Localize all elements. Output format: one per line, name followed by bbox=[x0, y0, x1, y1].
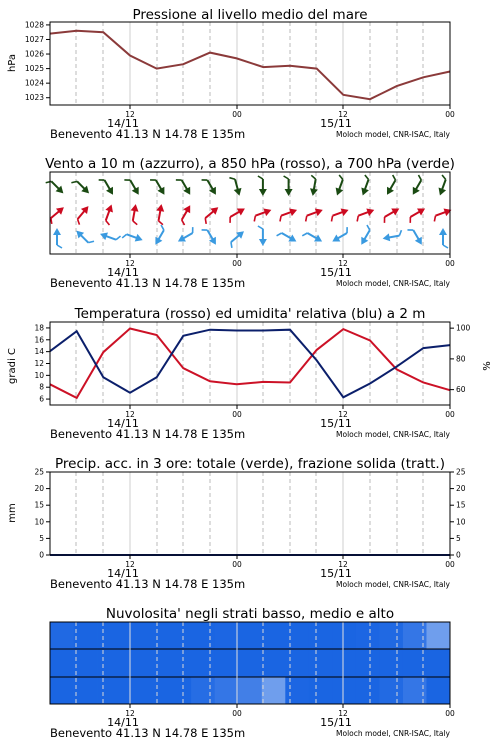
wind-arrow-barb bbox=[190, 227, 195, 233]
cloud-cell bbox=[285, 622, 309, 649]
wind-arrow-barb bbox=[150, 177, 156, 182]
x-tick-label: 12 bbox=[338, 410, 348, 419]
wind-arrow-barb bbox=[433, 216, 438, 222]
precipitation-x-ticks bbox=[50, 555, 455, 591]
date-label: 15/11 bbox=[320, 417, 352, 430]
wind-arrow-barb bbox=[330, 216, 335, 222]
cloud-cell bbox=[144, 649, 168, 677]
cloud-title: Nuvolosita' negli strati basso, medio e alto bbox=[105, 606, 395, 622]
date-label: 15/11 bbox=[320, 567, 352, 580]
wind-arrow-head bbox=[53, 228, 61, 235]
pressure-panel bbox=[7, 7, 455, 141]
wind-arrow bbox=[277, 228, 299, 246]
y-tick-label: 5 bbox=[39, 533, 44, 543]
cloud-cell bbox=[262, 649, 286, 677]
wind-arrow bbox=[151, 225, 169, 247]
x-tick-label: 12 bbox=[125, 410, 135, 419]
wind-arrow-barb bbox=[355, 216, 360, 222]
wind-arrow-head bbox=[444, 206, 453, 216]
wind-arrow-head bbox=[106, 187, 116, 197]
cloud-cell bbox=[144, 622, 168, 649]
wind-arrow-barb bbox=[116, 235, 121, 241]
date-label: 15/11 bbox=[320, 716, 352, 729]
y-tick-label: 10 bbox=[34, 517, 44, 527]
y-tick-label: 1023 bbox=[24, 93, 44, 103]
wind-arrow-head bbox=[105, 203, 115, 212]
wind-arrow bbox=[226, 205, 248, 223]
cloud-cell bbox=[285, 677, 309, 704]
wind-arrow bbox=[330, 227, 352, 245]
cloud-x-ticks bbox=[50, 704, 455, 740]
wind-arrow-barb bbox=[228, 217, 233, 223]
cloud-cell bbox=[379, 677, 403, 704]
wind-arrow bbox=[175, 227, 197, 245]
y-tick-label: 100 bbox=[456, 323, 471, 333]
wind-arrow-head bbox=[330, 235, 340, 245]
wind-arrow-barb bbox=[443, 245, 448, 248]
wind-arrow bbox=[154, 203, 166, 224]
cloud-cell bbox=[426, 677, 450, 704]
wind-arrow-barb bbox=[441, 175, 447, 180]
x-tick-label: 12 bbox=[338, 110, 348, 119]
wind-arrow-head bbox=[237, 205, 247, 215]
y-tick-label: 20 bbox=[34, 484, 44, 494]
x-tick-label: 00 bbox=[445, 709, 455, 718]
y-tick-label: 1024 bbox=[24, 78, 44, 88]
date-label: 14/11 bbox=[107, 266, 139, 279]
x-tick-label: 00 bbox=[445, 410, 455, 419]
wind-arrow bbox=[46, 176, 67, 197]
wind-arrow-barb bbox=[417, 175, 423, 180]
cloud-cell bbox=[168, 677, 192, 704]
wind-arrow bbox=[229, 175, 243, 197]
wind-arrow-barb bbox=[57, 245, 62, 248]
wind-arrow-barb bbox=[382, 217, 387, 223]
wind-arrow-head bbox=[436, 188, 446, 197]
y-tick-label: 1028 bbox=[24, 20, 44, 30]
wind-arrow-head bbox=[409, 187, 419, 197]
cloud-cell bbox=[379, 649, 403, 677]
x-tick-label: 12 bbox=[125, 709, 135, 718]
cloud-cell bbox=[215, 622, 239, 649]
x-tick-label: 12 bbox=[125, 259, 135, 268]
wind-arrow bbox=[251, 206, 273, 221]
wind-arrow-barb bbox=[277, 232, 282, 238]
y-tick-label: 15 bbox=[34, 500, 44, 510]
wind-arrow bbox=[46, 204, 67, 224]
cloud-cell bbox=[356, 649, 380, 677]
wind-arrow-barb bbox=[88, 239, 94, 245]
y-tick-label: 60 bbox=[456, 385, 466, 395]
wind-arrow bbox=[177, 203, 195, 225]
cloud-cell bbox=[74, 649, 98, 677]
credit-label: Moloch model, CNR-ISAC, Italy bbox=[336, 130, 450, 139]
wind-arrow bbox=[406, 205, 428, 223]
wind-arrow bbox=[303, 206, 325, 221]
wind-arrow-barb bbox=[158, 221, 163, 225]
x-tick-label: 00 bbox=[445, 110, 455, 119]
x-tick-label: 00 bbox=[445, 259, 455, 268]
wind-arrow bbox=[124, 175, 142, 197]
cloud-cell bbox=[121, 622, 145, 649]
wind-arrow-barb bbox=[399, 230, 403, 235]
cloud-cell bbox=[238, 622, 262, 649]
wind-arrow-head bbox=[156, 203, 165, 211]
wind-arrow-barb bbox=[391, 175, 397, 180]
cloud-panel bbox=[50, 606, 455, 740]
cloud-cell bbox=[309, 622, 333, 649]
wind-arrow-head bbox=[209, 187, 219, 197]
wind-arrow-head bbox=[341, 206, 350, 216]
wind-arrow-head bbox=[358, 237, 368, 247]
wind-arrow bbox=[74, 227, 95, 248]
humidity-y-ticks bbox=[450, 324, 471, 394]
cloud-cell bbox=[215, 677, 239, 704]
wind-arrow bbox=[284, 176, 293, 196]
cloud-cell bbox=[426, 649, 450, 677]
date-label: 14/11 bbox=[107, 716, 139, 729]
cloud-cell bbox=[121, 649, 145, 677]
cloud-cell bbox=[332, 622, 356, 649]
precipitation-grid bbox=[76, 472, 423, 555]
precipitation-panel bbox=[7, 456, 466, 591]
x-tick-label: 00 bbox=[232, 560, 242, 569]
wind-arrow-barb bbox=[253, 216, 258, 222]
wind-arrow bbox=[332, 175, 347, 197]
wind-arrow bbox=[408, 175, 426, 197]
date-label: 14/11 bbox=[107, 117, 139, 130]
wind-arrow bbox=[308, 175, 320, 196]
precipitation-title: Precip. acc. in 3 ore: totale (verde), frazione solida (tratt.) bbox=[55, 456, 445, 472]
y-tick-label: 10 bbox=[456, 517, 466, 527]
wind-arrow bbox=[150, 175, 168, 197]
cloud-cell bbox=[332, 649, 356, 677]
cloud-cell bbox=[50, 677, 74, 704]
location-label: Benevento 41.13 N 14.78 E 135m bbox=[50, 127, 246, 141]
wind-arrow-head bbox=[176, 235, 186, 245]
y-tick-label: 14 bbox=[34, 347, 44, 357]
wind-arrow-head bbox=[309, 188, 318, 196]
wind-arrow bbox=[358, 175, 373, 197]
pressure-ylabel: hPa bbox=[7, 53, 18, 73]
y-tick-label: 0 bbox=[456, 550, 461, 560]
wind-arrow-head bbox=[157, 187, 167, 197]
wind-arrow-barb bbox=[229, 242, 235, 248]
wind-arrow-head bbox=[391, 205, 401, 215]
cloud-cell bbox=[426, 622, 450, 649]
y-tick-label: 0 bbox=[39, 550, 44, 560]
cloud-cell bbox=[74, 622, 98, 649]
wind-arrow bbox=[357, 225, 375, 247]
cloud-cell bbox=[74, 677, 98, 704]
wind-arrow bbox=[258, 176, 267, 196]
y-tick-label: 1026 bbox=[24, 49, 44, 59]
wind-arrow-barb bbox=[160, 225, 166, 230]
y-tick-label: 80 bbox=[456, 354, 466, 364]
cloud-cell bbox=[97, 649, 121, 677]
y-tick-label: 1025 bbox=[24, 64, 44, 74]
cloud-heatmap-cells bbox=[50, 622, 450, 704]
cloud-cell bbox=[168, 649, 192, 677]
pressure-x-ticks bbox=[50, 105, 455, 141]
y-tick-label: 16 bbox=[34, 335, 44, 345]
wind-arrow-barb bbox=[105, 221, 111, 226]
location-label: Benevento 41.13 N 14.78 E 135m bbox=[50, 726, 246, 740]
cloud-cell bbox=[97, 622, 121, 649]
wind-arrow-barb bbox=[408, 217, 413, 223]
cloud-cell bbox=[50, 622, 74, 649]
wind-arrow-barb bbox=[302, 232, 307, 238]
y-tick-label: 12 bbox=[34, 359, 44, 368]
wind-arrow-head bbox=[415, 237, 425, 247]
wind-arrow bbox=[439, 228, 448, 248]
x-tick-label: 12 bbox=[338, 709, 348, 718]
wind-arrow-head bbox=[417, 205, 427, 215]
wind-arrow bbox=[176, 175, 194, 197]
y-tick-label: 18 bbox=[34, 323, 44, 333]
cloud-cell bbox=[238, 677, 262, 704]
x-tick-label: 00 bbox=[445, 560, 455, 569]
wind-arrow-head bbox=[439, 228, 447, 235]
wind-arrow-barb bbox=[278, 216, 283, 222]
wind-arrow-barb bbox=[99, 177, 105, 182]
x-tick-label: 00 bbox=[232, 259, 242, 268]
wind-arrow bbox=[383, 175, 401, 197]
wind-arrow bbox=[99, 229, 121, 244]
temperature-y-ticks bbox=[34, 323, 50, 403]
cloud-cell bbox=[332, 677, 356, 704]
x-tick-label: 00 bbox=[232, 110, 242, 119]
wind-arrow-barb bbox=[258, 226, 263, 229]
wind-arrow-barb bbox=[202, 227, 208, 232]
y-tick-label: 25 bbox=[34, 467, 44, 477]
wind-arrow bbox=[200, 204, 221, 224]
cloud-cell bbox=[191, 677, 215, 704]
wind-arrow-head bbox=[132, 187, 142, 197]
x-tick-label: 00 bbox=[232, 410, 242, 419]
wind-arrow-head bbox=[366, 206, 375, 216]
credit-label: Moloch model, CNR-ISAC, Italy bbox=[336, 580, 450, 589]
wind-arrow-barb bbox=[311, 175, 316, 179]
wind-title: Vento a 10 m (azzurro), a 850 hPa (rosso), a 700 hPa (verde) bbox=[45, 156, 455, 172]
y-tick-label: 5 bbox=[456, 533, 461, 543]
x-tick-label: 12 bbox=[338, 259, 348, 268]
y-tick-label: 25 bbox=[456, 467, 466, 477]
wind-arrow-barb bbox=[304, 216, 309, 222]
precipitation-plot-frame bbox=[50, 472, 450, 555]
precipitation-right-y-ticks bbox=[450, 468, 466, 560]
credit-label: Moloch model, CNR-ISAC, Italy bbox=[336, 279, 450, 288]
wind-arrow-head bbox=[333, 188, 343, 197]
cloud-cell bbox=[191, 649, 215, 677]
cloud-cell bbox=[262, 622, 286, 649]
temperature-x-ticks bbox=[50, 405, 455, 441]
location-label: Benevento 41.13 N 14.78 E 135m bbox=[50, 427, 246, 441]
date-label: 15/11 bbox=[320, 266, 352, 279]
wind-arrow bbox=[354, 206, 376, 221]
wind-arrow-head bbox=[263, 206, 272, 216]
wind-arrow-barb bbox=[203, 218, 209, 224]
wind-arrow-barb bbox=[258, 176, 263, 179]
y-tick-label: 1027 bbox=[24, 34, 44, 44]
humidity-ylabel: % bbox=[482, 361, 493, 371]
wind-arrow-barb bbox=[345, 227, 350, 233]
wind-arrow-barb bbox=[122, 233, 127, 239]
pressure-title: Pressione al livello medio del mare bbox=[132, 7, 368, 23]
wind-arrow bbox=[99, 175, 117, 197]
wind-arrow-head bbox=[359, 188, 369, 197]
wind-arrow-head bbox=[289, 206, 298, 216]
location-label: Benevento 41.13 N 14.78 E 135m bbox=[50, 276, 246, 290]
cloud-cell bbox=[50, 649, 74, 677]
wind-arrow bbox=[122, 229, 144, 244]
y-tick-label: 15 bbox=[456, 500, 466, 510]
wind-arrow-head bbox=[183, 187, 193, 197]
cloud-cell bbox=[356, 622, 380, 649]
credit-label: Moloch model, CNR-ISAC, Italy bbox=[336, 729, 450, 738]
wind-arrow-head bbox=[209, 237, 219, 247]
date-label: 14/11 bbox=[107, 567, 139, 580]
pressure-y-ticks bbox=[25, 20, 50, 102]
cloud-cell bbox=[379, 622, 403, 649]
cloud-cell bbox=[215, 649, 239, 677]
wind-arrow-head bbox=[384, 187, 394, 197]
wind-barbs bbox=[46, 175, 453, 248]
wind-arrow bbox=[380, 205, 402, 223]
temperature-panel bbox=[7, 306, 493, 441]
date-label: 14/11 bbox=[107, 417, 139, 430]
date-label: 15/11 bbox=[320, 117, 352, 130]
cloud-cell bbox=[309, 677, 333, 704]
wind-arrow bbox=[435, 175, 450, 197]
wind-arrow-head bbox=[259, 189, 267, 196]
y-tick-label: 20 bbox=[456, 484, 466, 494]
temperature-title: Temperatura (rosso) ed umidita' relativa (blu) a 2 m bbox=[74, 306, 426, 322]
wind-arrow bbox=[328, 206, 350, 221]
wind-arrow-barb bbox=[407, 227, 413, 232]
wind-arrow-barb bbox=[364, 175, 370, 180]
y-tick-label: 10 bbox=[34, 370, 44, 380]
cloud-cell bbox=[262, 677, 286, 704]
wind-arrow bbox=[382, 230, 403, 242]
wind-arrow-head bbox=[183, 203, 193, 213]
wind-arrow bbox=[258, 226, 267, 246]
cloud-cell bbox=[144, 677, 168, 704]
cloud-cell bbox=[97, 677, 121, 704]
wind-x-ticks bbox=[50, 254, 455, 290]
wind-arrow-barb bbox=[49, 218, 55, 224]
wind-arrow-head bbox=[135, 234, 144, 244]
cloud-cell bbox=[238, 649, 262, 677]
wind-arrow-head bbox=[234, 188, 244, 197]
cloud-cell bbox=[168, 622, 192, 649]
x-tick-label: 12 bbox=[125, 560, 135, 569]
wind-arrow bbox=[71, 176, 92, 197]
wind-arrow-head bbox=[131, 203, 140, 211]
x-tick-label: 00 bbox=[232, 709, 242, 718]
y-tick-label: 8 bbox=[39, 382, 44, 392]
wind-arrow-head bbox=[382, 233, 390, 242]
wind-arrow-head bbox=[259, 239, 267, 246]
x-tick-label: 12 bbox=[125, 110, 135, 119]
wind-arrow bbox=[302, 228, 324, 246]
cloud-cell bbox=[121, 677, 145, 704]
temperature-series-line bbox=[50, 329, 450, 398]
wind-arrow-barb bbox=[124, 177, 130, 182]
pressure-series-line bbox=[50, 31, 450, 100]
x-tick-label: 12 bbox=[338, 560, 348, 569]
wind-arrow bbox=[277, 206, 299, 221]
cloud-cell bbox=[309, 649, 333, 677]
wind-arrow-barb bbox=[202, 177, 208, 182]
precipitation-ylabel: mm bbox=[7, 503, 18, 523]
wind-arrow bbox=[53, 228, 62, 248]
cloud-cell bbox=[191, 622, 215, 649]
cloud-cell bbox=[285, 649, 309, 677]
wind-arrow-barb bbox=[284, 176, 289, 179]
precipitation-y-ticks bbox=[34, 468, 50, 560]
y-tick-label: 6 bbox=[39, 394, 44, 404]
location-label: Benevento 41.13 N 14.78 E 135m bbox=[50, 577, 246, 591]
wind-panel bbox=[45, 156, 455, 290]
wind-arrow-head bbox=[285, 189, 293, 196]
credit-label: Moloch model, CNR-ISAC, Italy bbox=[336, 430, 450, 439]
temperature-ylabel: gradi C bbox=[7, 348, 18, 384]
wind-arrow-barb bbox=[132, 221, 137, 225]
cloud-cell bbox=[356, 677, 380, 704]
wind-arrow-barb bbox=[176, 177, 182, 182]
